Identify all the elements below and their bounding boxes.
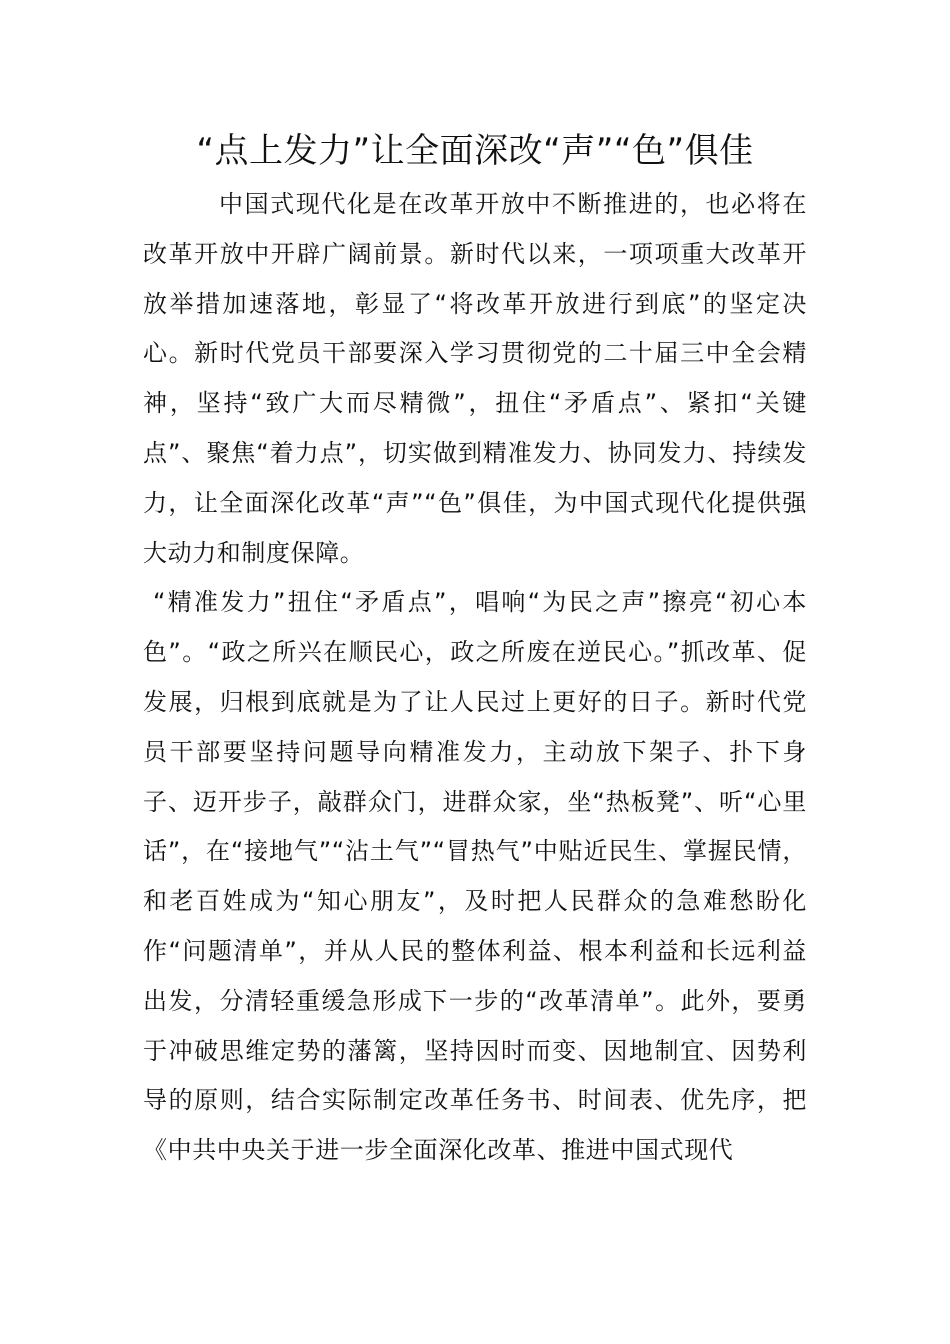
paragraph-intro: 中国式现代化是在改革开放中不断推进的，也必将在改革开放中开辟广阔前景。新时代以来，一项项重大改革开放举措加速落地，彰显了“将改革开放进行到底”的坚定决心。新时代党员干部要深入学习贯彻党的二十届三中全会精神，坚持“致广大而尽精微”，扭住“矛盾点”、紧扣“关键点”、聚焦“着力点”，切实做到精准发力、协同发力、持续发力，让全面深化改革“声”“色”俱佳，为中国式现代化提供强大动力和制度保障。 — [143, 190, 807, 567]
document-body — [143, 128, 807, 1176]
paragraph-precise-force: “精准发力”扭住“矛盾点”，唱响“为民之声”擦亮“初心本色”。“政之所兴在顺民心，政之所废在逆民心。”抓改革、促发展，归根到底就是为了让人民过上更好的日子。新时代党员干部要坚持问题导向精准发力，主动放下架子、扑下身子、迈开步子，敲群众门，进群众家，坐“热板凳”、听“心里话”，在“接地气”“沾土气”“冒热气”中贴近民生、掌握民情，和老百姓成为“知心朋友”，及时把人民群众的急难愁盼化作“问题清单”，并从人民的整体利益、根本利益和长远利益出发，分清轻重缓急形成下一步的“改革清单”。此外，要勇于冲破思维定势的藩篱，坚持因时而变、因地制宜、因势利导的原则，结合实际制定改革任务书、时间表、优先序，把《中共中央关于进一步全面深化改革、推进中国式现代 — [143, 588, 807, 1165]
document-title: “点上发力”让全面深改“声”“色”俱佳 — [196, 131, 754, 171]
